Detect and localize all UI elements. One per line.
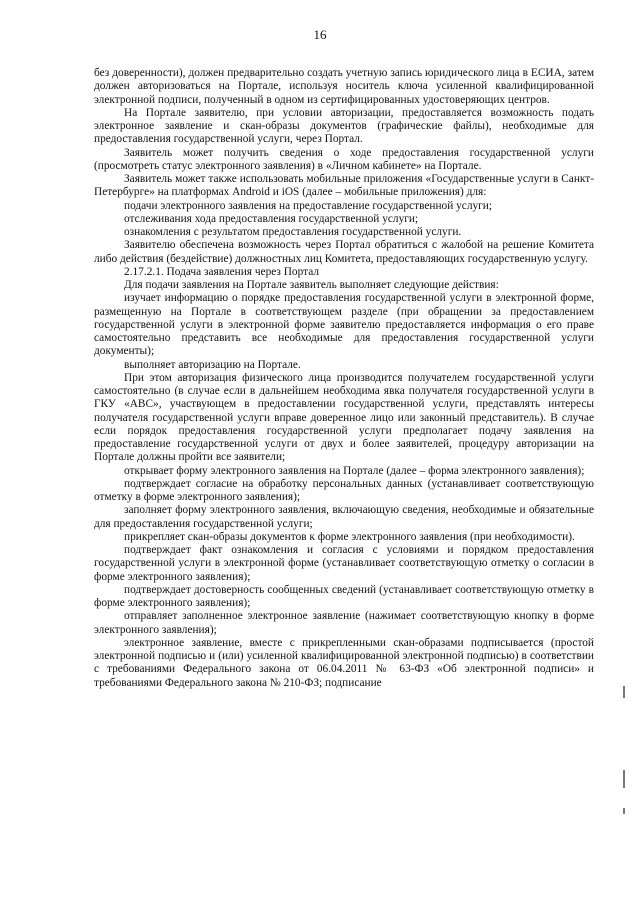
- list-item: электронное заявление, вместе с прикрепленными скан-образами подписывается (простой электронной подписью и (или) усиленной квалифицированной электронной подписью) в соответствии с требованиями Федерального закона от 06.04.2011 № 63-ФЗ «Об электронной подписи» и требованиями Федерального закона № 210-ФЗ; подписание: [94, 636, 594, 689]
- paragraph: Заявитель может также использовать мобильные приложения «Государственные услуги в Санкт-Петербурге» на платформах Android и iOS (далее – мобильные приложения) для:: [94, 173, 594, 199]
- list-item: изучает информацию о порядке предоставления государственной услуги в электронной форме, размещенную на Портале в соответствующем разделе (при обращении за предоставлением государственной услуги в электронной форме заявителю предоставляется информация о его праве самостоятельно представить все необходимые для предоставления государственной услуги документы);: [94, 292, 594, 358]
- paragraph: Заявитель может получить сведения о ходе предоставления государственной услуги (просмотреть статус электронного заявления) в «Личном кабинете» на Портале.: [94, 146, 594, 172]
- list-item: ознакомления с результатом предоставления государственной услуги.: [124, 226, 462, 238]
- scan-artifact-mark: [623, 686, 625, 698]
- list-item: подтверждает согласие на обработку персональных данных (устанавливает соответствующую отметку в форме электронного заявления);: [94, 477, 594, 503]
- page-number: 16: [313, 27, 327, 42]
- list-item: открывает форму электронного заявления на Портале (далее – форма электронного заявления);: [124, 464, 585, 477]
- scan-artifact-mark: [623, 808, 625, 814]
- list-item: отправляет заполненное электронное заявление (нажимает соответствующую кнопку в форме электронного заявления);: [94, 610, 594, 636]
- paragraph: Для подачи заявления на Портале заявитель выполняет следующие действия:: [124, 279, 499, 291]
- list-item: подтверждает факт ознакомления и согласия с условиями и порядком предоставления государственной услуги в электронной форме (устанавливает соответствующую отметку о согласии в форме электронного заявления);: [94, 544, 594, 583]
- list-item: прикрепляет скан-образы документов к форме электронного заявления (при необходимости).: [124, 530, 575, 543]
- list-item: заполняет форму электронного заявления, включающую сведения, необходимые и обязательные для предоставления государственной услуги;: [94, 504, 594, 530]
- scan-artifact-mark: [623, 770, 625, 788]
- list-item: отслеживания хода предоставления государственной услуги;: [124, 212, 419, 225]
- paragraph: Заявителю обеспечена возможность через Портал обратиться с жалобой на решение Комитета либо действия (бездействие) должностных лиц Комитета, предоставляющих государственную услугу.: [94, 239, 594, 265]
- document-body: [94, 67, 594, 690]
- paragraph: При этом авторизация физического лица производится получателем государственной услуги самостоятельно (в случае если в дальнейшем необходима явка получателя государственной услуги в ГКУ «АВС», участвующем в предоставлении государственной услуги, представлять интересы получателя государственной услуги вправе доверенное лицо или законный представитель). В случае если порядок предоставления государственной услуги предполагает подачу заявления на предоставление государственной услуги от двух и более заявителей, процедуру авторизации на Портале должны пройти все заявители;: [94, 371, 594, 464]
- paragraph: На Портале заявителю, при условии авторизации, предоставляется возможность подать электронное заявление и скан-образы документов (графические файлы), необходимые для предоставления государственной услуги, через Портал.: [94, 106, 594, 146]
- section-heading: 2.17.2.1. Подача заявления через Портал: [124, 265, 320, 278]
- paragraph: без доверенности), должен предварительно создать учетную запись юридического лица в ЕСИА, затем должен авторизоваться на Портале, используя носитель ключа усиленной квалифицированной электронной подписи, полученный в одном из сертифицированных удостоверяющих центров.: [94, 67, 594, 106]
- list-item: подтверждает достоверность сообщенных сведений (устанавливает соответствующую отметку в форме электронного заявления);: [94, 583, 594, 609]
- list-item: выполняет авторизацию на Портале.: [124, 358, 301, 371]
- list-item: подачи электронного заявления на предоставление государственной услуги;: [124, 199, 493, 212]
